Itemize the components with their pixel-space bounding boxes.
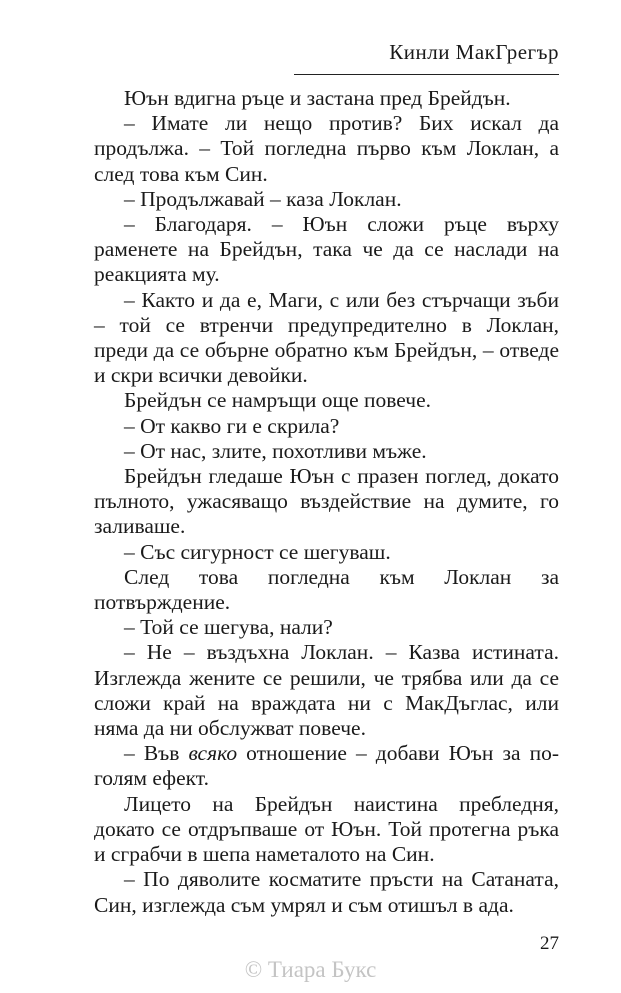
paragraph: – Продължавай – каза Локлан. (124, 186, 402, 211)
paragraph-text: отношение – добави Юън за по-голям ефект. (94, 741, 559, 791)
emphasized-word: всяко (188, 741, 238, 766)
paragraph: – Със сигурност се шегуваш. (124, 539, 391, 564)
page-body (94, 86, 559, 918)
paragraph: – Благодаря. – Юън сложи ръце върху раменете на Брейдън, така че да се наслади на реакцията му. (94, 212, 559, 287)
publisher-watermark: © Тиара Букс (244, 957, 377, 982)
paragraph: След това погледна към Локлан за потвърждение. (94, 564, 559, 615)
header-divider (294, 74, 559, 75)
paragraph: Брейдън гледаше Юън с празен поглед, докато пълното, ужасяващо въздействие на думите, го заливаше. (94, 464, 559, 539)
page-number: 27 (540, 933, 559, 954)
paragraph: – Не – въздъхна Локлан. – Казва истината. Изглежда жените се решили, че трябва или да се сложи край на враждата ни с МакДъглас, или няма да ни обслужват повече. (94, 640, 559, 741)
paragraph: Лицето на Брейдън наистина пребледня, докато се отдръпваше от Юън. Той протегна ръка и сграбчи в шепа наметалото на Син. (94, 791, 559, 867)
paragraph: Брейдън се намръщи още повече. (124, 388, 432, 413)
paragraph: – Той се шегува, нали? (124, 615, 333, 640)
paragraph: – По дяволите косматите пръсти на Сатаната, Син, изглежда съм умрял и съм отишъл в ада. (94, 867, 559, 917)
paragraph: – Както и да е, Маги, с или без стърчащи зъби – той се втренчи предупредително в Локлан, преди да се обърне обратно към Брейдън, – отведе и скри всички девойки. (94, 287, 559, 388)
paragraph-with-emphasis (94, 741, 559, 791)
paragraph: – Имате ли нещо против? Бих искал да продължа. – Той погледна първо към Локлан, а след това към Син. (94, 111, 559, 186)
paragraph: Юън вдигна ръце и застана пред Брейдън. (124, 86, 511, 110)
paragraph-text: – Във (124, 741, 189, 766)
paragraph: – От какво ги е скрила? (124, 413, 340, 438)
paragraph: – От нас, злите, похотливи мъже. (124, 438, 427, 463)
running-header-author: Кинли МакГрегър (389, 40, 559, 64)
